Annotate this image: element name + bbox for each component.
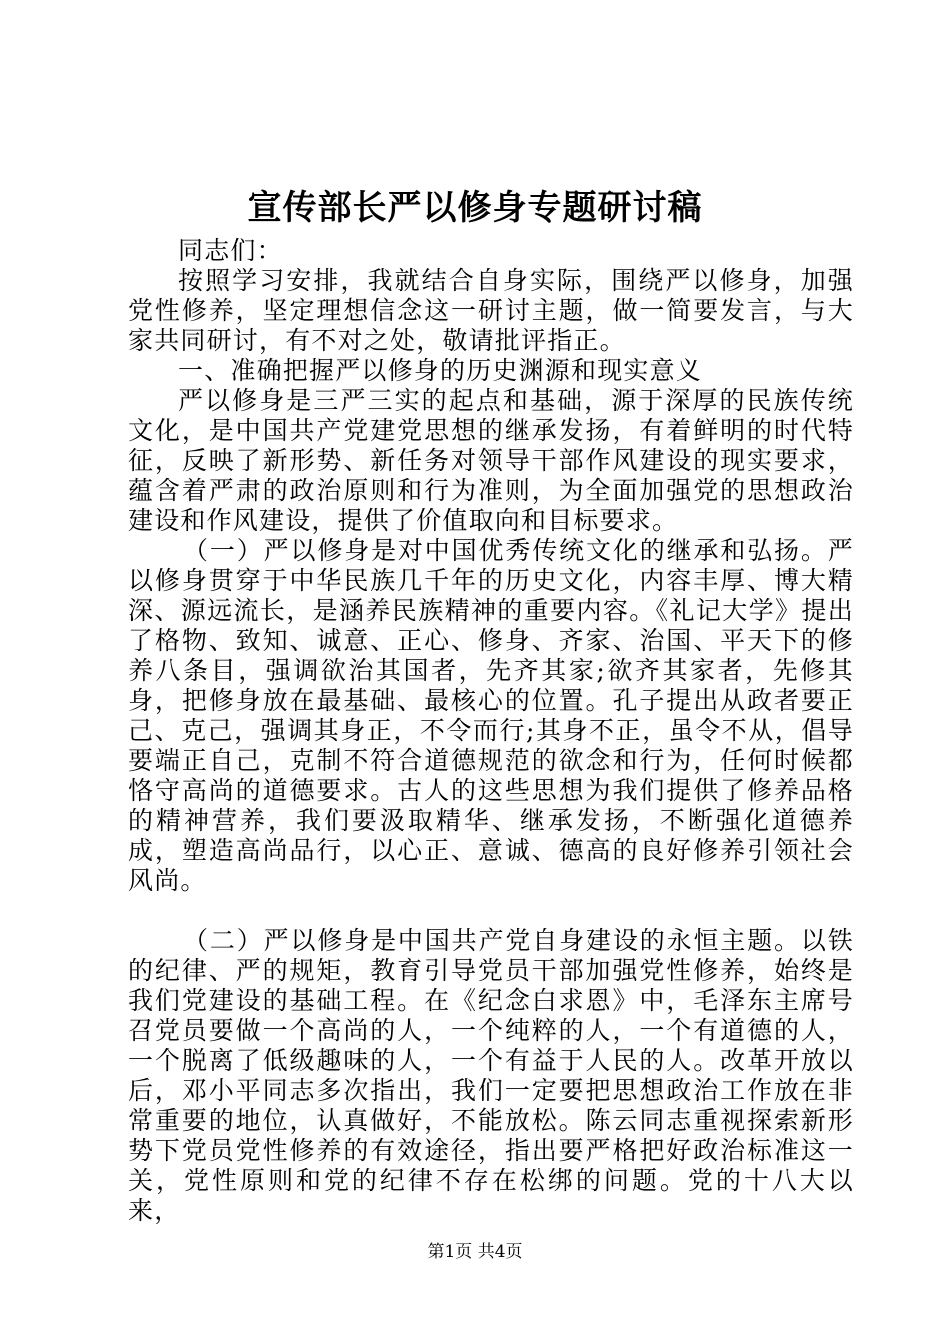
subsection-paragraph-2: （二）严以修身是中国共产党自身建设的永恒主题。以铁的纪律、严的规矩，教育引导党员干部加强党性修养，始终是我们党建设的基础工程。在《纪念白求恩》中，毛泽东主席号召党员要做一个高尚的人，一个纯粹的人，一个有道德的人，一个脱离了低级趣味的人，一个有益于人民的人。改革开放以后，邓小平同志多次指出，我们一定要把思想政治工作放在非常重要的地位，认真做好，不能放松。陈云同志重视探索新形势下党员党性修养的有效途径，指出要严格把好政治标准这一关，党性原则和党的纪律不存在松绑的问题。党的十八大以来， (128, 926, 854, 1225)
greeting-paragraph: 同志们： (178, 236, 283, 265)
page-footer: 第1页 共4页 (427, 1242, 523, 1262)
body-paragraph: 严以修身是三严三实的起点和基础，源于深厚的民族传统文化，是中国共产党建党思想的继承发扬，有着鲜明的时代特征，反映了新形势、新任务对领导干部作风建设的现实要求，蕴含着严肃的政治原则和行为准则，为全面加强党的思想政治建设和作风建设，提供了价值取向和目标要求。 (128, 386, 854, 535)
document-body (128, 236, 854, 1226)
document-title: 宣传部长严以修身专题研讨稿 (247, 188, 703, 228)
section-heading: 一、准确把握严以修身的历史渊源和现实意义 (178, 356, 703, 385)
intro-paragraph: 按照学习安排，我就结合自身实际，围绕严以修身，加强党性修养，坚定理想信念这一研讨主题，做一简要发言，与大家共同研讨，有不对之处，敬请批评指正。 (128, 266, 854, 355)
subsection-paragraph-1: （一）严以修身是对中国优秀传统文化的继承和弘扬。严以修身贯穿于中华民族几千年的历史文化，内容丰厚、博大精深、源远流长，是涵养民族精神的重要内容。《礼记大学》提出了格物、致知、诚意、正心、修身、齐家、治国、平天下的修养八条目，强调欲治其国者，先齐其家;欲齐其家者，先修其身，把修身放在最基础、最核心的位置。孔子提出从政者要正己、克己，强调其身正，不令而行;其身不正，虽令不从，倡导要端正自己，克制不符合道德规范的欲念和行为，任何时候都恪守高尚的道德要求。古人的这些思想为我们提供了修养品格的精神营养，我们要汲取精华、继承发扬，不断强化道德养成，塑造高尚品行，以心正、意诚、德高的良好修养引领社会风尚。 (128, 536, 854, 895)
